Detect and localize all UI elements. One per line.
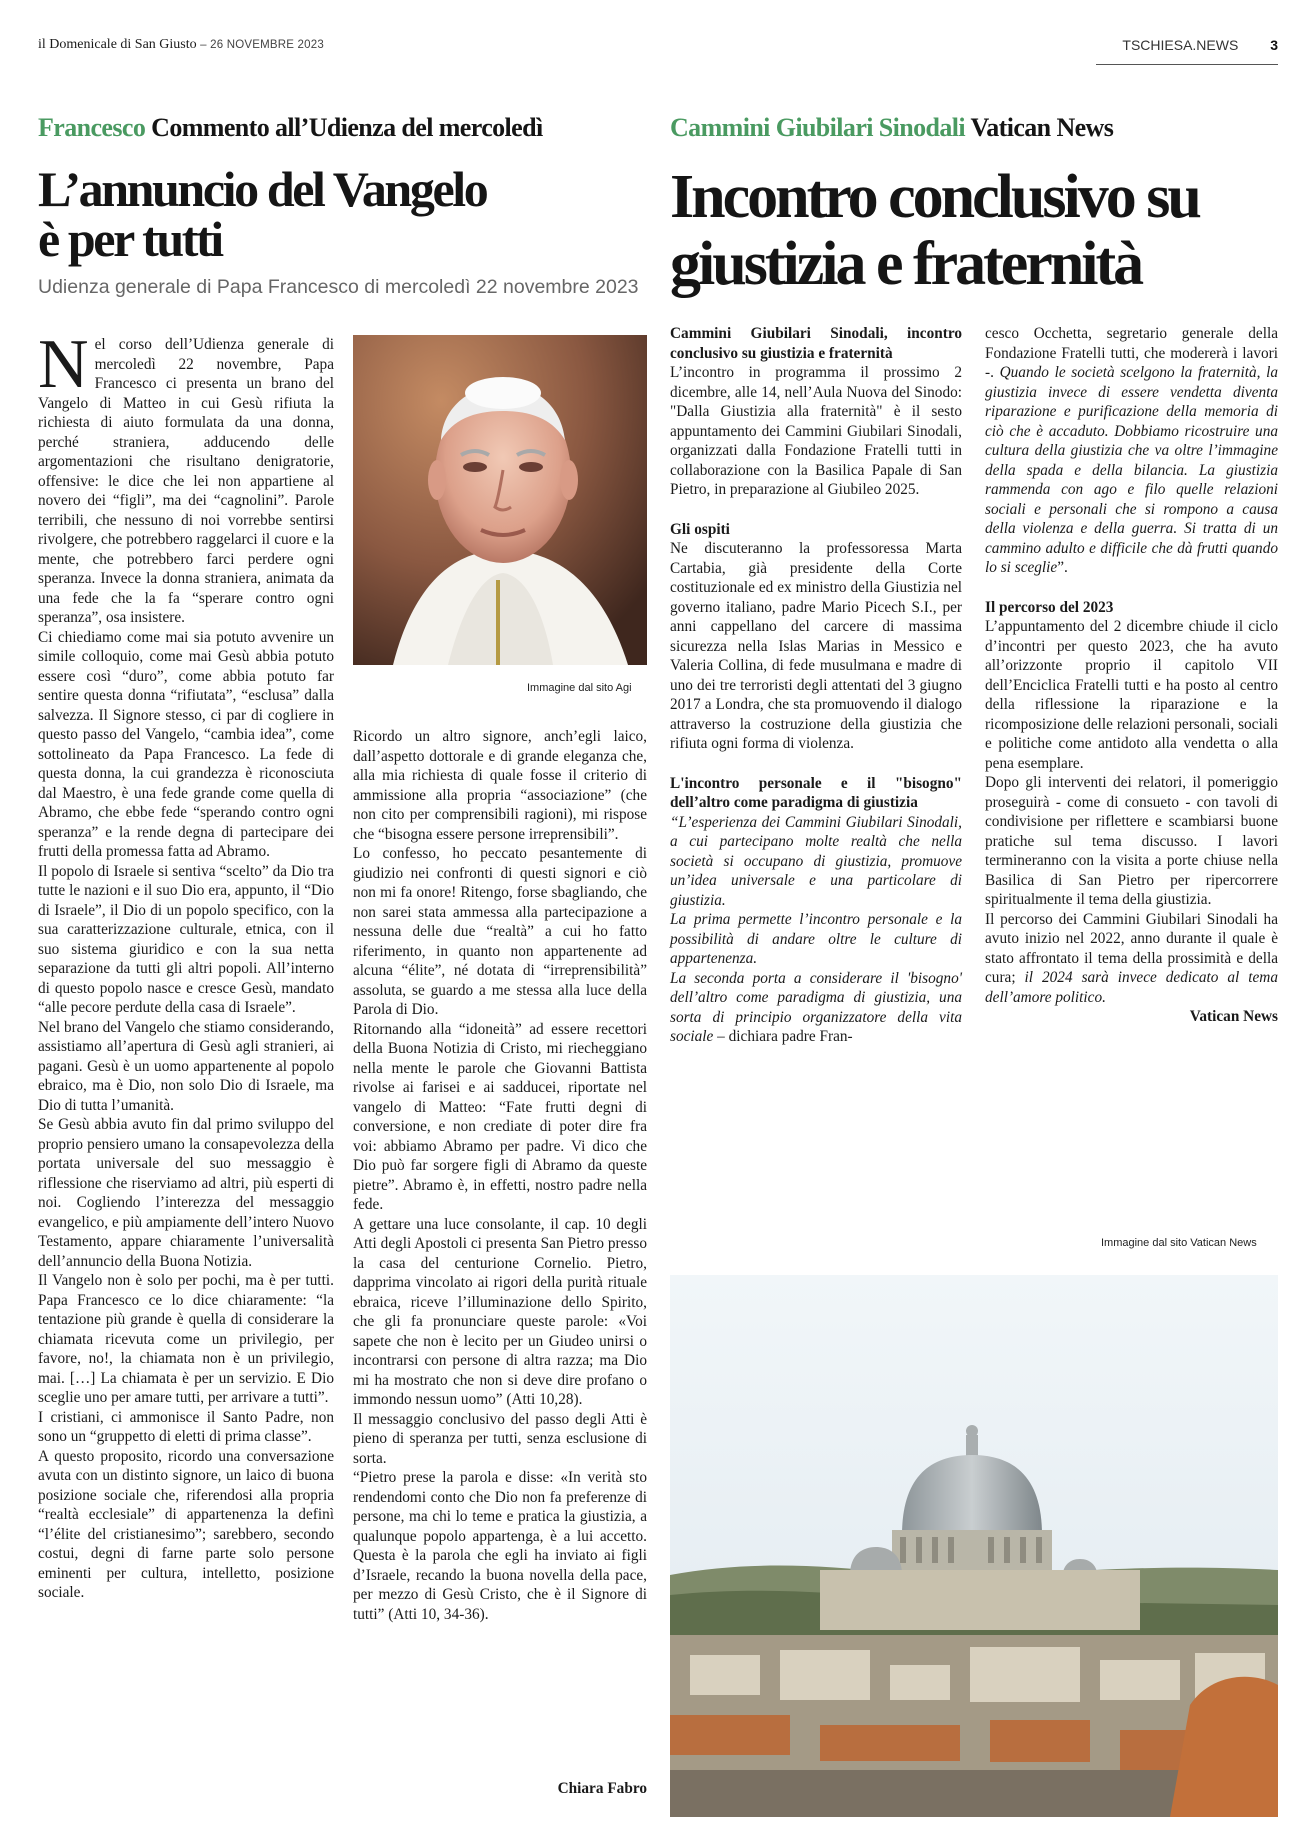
paragraph: Il Vangelo non è solo per pochi, ma è per tutti. Papa Francesco ce lo dice chiaramente: “la tentazione più grande è quella di considerare la chiamata ricevuta come un privilegio, per favore, no!, la chiamata non è un privilegio, mai. […] La chiamata è per un servizio. E Dio sceglie uno per amare tutti, per arrivare a tutti”. [38,1272,334,1406]
vatican-photo-caption: Immagine dal sito Vatican News [1101,1237,1257,1249]
left-subtitle: Udienza generale di Papa Francesco di mercoledì 22 novembre 2023 [38,276,639,298]
left-kicker [38,113,543,143]
paragraph: L’appuntamento del 2 dicembre chiude il ciclo d’incontri per questo 2023, che ha avuto all’orizzonte proprio il capitolo VII dell’Enciclica Fratelli tutti e ha posto al centro della riflessione la riparazione e la ricomposizione delle relazioni personali, sociali e politiche come antidoto alla vendetta o alla pena esemplare. [985,618,1278,772]
paragraph: Nel brano del Vangelo che stiamo considerando, assistiamo all’apertura di Gesù agli stranieri, ai pagani. Gesù è un uomo appartenente al popolo ebraico, ma è Dio, non solo Dio di Israele, ma Dio di tutta l’umanità. [38,1018,334,1114]
paragraph: Ricordo un altro signore, anch’egli laico, dall’aspetto dottorale e di grande eleganza che, alla mia richiesta di quale fosse il criterio di ammissione alla propria “associazione” (che non cito per comprensibili ragioni), mi rispose che “bisogna essere persone irreprensibili”. [353,728,647,843]
paragraph: “Pietro prese la parola e disse: «In verità sto rendendomi conto che Dio non fa preferenze di persone, ma chi lo teme e pratica la giustizia, a qualunque popolo appartenga, è a lui accetto. Questa è la parola che egli ha inviato ai figli d’Israele, recando la buona novella della pace, per mezzo di Gesù Cristo, che è il Signore di tutti” (Atti 10, 34-36). [353,1469,647,1623]
paragraph: Il percorso dei Cammini Giubilari Sinodali ha avuto inizio nel 2022, anno durante il quale è stato affrontato il tema della prossimità e della cura; il 2024 sarà invece dedicato al tema dell’amore politico. [985,910,1278,1006]
page-number: 3 [1270,37,1278,53]
section-heading-encounter: L'incontro personale e il "bisogno" dell’altro come paradigma di giustizia [670,774,962,811]
header-site [1122,37,1278,53]
paragraph: A gettare una luce consolante, il cap. 10 degli Atti degli Apostoli ci presenta San Pietro presso la casa del centurione Cornelio. Pietro, dapprima vincolato ai rigori della purità rituale ebraica, riceve l’illuminazione dello Spirito, che gli fa pronunciare queste parole: «Voi sapete che non è lecito per un Giudeo unirsi o incontrarsi con persone di altra razza; ma Dio mi ha mostrato che non si deve dire profano o immondo nessun uomo” (Atti 10,28). [353,1215,647,1408]
header-rule [1096,64,1278,65]
paragraph: Ne discuteranno la professoressa Marta Cartabia, già presidente della Corte costituzionale ed ex ministro della Giustizia nel governo italiano, padre Mario Picech S.I., per anni cappellano del carcere di massima sicurezza nella Islas Marias in Messico e Valeria Collina, di fede musulmana e madre di uno dei tre terroristi degli attentati del 3 giugno 2017 a Londra, che sta promuovendo il dialogo attraverso la costruzione della giustizia che rifiuta ogni forma di violenza. [670,540,962,752]
paragraph: Ritornando alla “idoneità” ad essere recettori della Buona Notizia di Cristo, mi riecheggiano nella mente le parole che Giovanni Battista rivolse ai farisei e ai sadducei, riportate nel vangelo di Matteo: “Fate frutti degni di conversione, e non crediate di poter dire fra voi: abbiamo Abramo per padre. Vi dico che Dio può far sorgere figli di Abramo da queste pietre”. Abramo è, in effetti, nostro padre nella fede. [353,1020,647,1213]
paragraph: I cristiani, ci ammonisce il Santo Padre, non sono un “gruppetto di eletti di prima classe”. [38,1408,334,1445]
left-headline [38,161,628,267]
rome-skyline-illustration [670,1275,1278,1817]
pope-francis-photo [353,335,647,665]
right-kicker-section: Cammini Giubilari Sinodali [670,113,966,142]
header-publication [38,37,324,53]
left-kicker-section: Francesco [38,113,146,142]
pope-photo-caption: Immagine dal sito Agi [527,682,632,694]
pope-portrait-illustration [353,335,647,665]
right-column-1 [670,324,962,1047]
left-article-signature: Chiara Fabro [557,1780,647,1797]
st-peters-basilica-photo [670,1275,1278,1817]
right-kicker-source: Vatican News [970,113,1114,142]
left-headline-line1: L’annuncio del Vangelo [38,161,487,217]
right-headline [670,164,1280,298]
publication-name: il Domenicale di San Giusto [38,37,197,52]
drop-cap: N [38,326,89,403]
quote-paragraph: “L’esperienza dei Cammini Giubilari Sinodali, a cui partecipano molte realtà che nella società si occupano di giustizia, promuove un’idea universale e una particolare di giustizia. [670,813,962,909]
left-headline-line2: è per tutti [38,211,222,267]
site-name: TSCHIESA.NEWS [1122,37,1239,53]
paragraph: L’incontro in programma il prossimo 2 dicembre, alle 14, nell’Aula Nuova del Sinodo: "Dalla Giustizia alla fraternità" è il sesto appuntamento dei Cammini Giubilari Sinodali, organizzati dalla Fondazione Fratelli tutti in collaborazione con la Basilica Papale di San Pietro, in preparazione al Giubileo 2025. [670,364,962,498]
quote-paragraph: La seconda porta a considerare il 'bisogno' dell’altro come paradigma di giustizia, una sorta di principio organizzatore della vita sociale – dichiara padre Fran- [670,969,962,1045]
page-header [38,37,1278,61]
left-column-1 [38,326,334,1603]
right-column-2 [985,324,1278,1027]
left-column-2 [353,727,647,1624]
paragraph: Ci chiediamo come mai sia potuto avvenire un simile colloquio, come mai Gesù abbia potuto essere così “duro”, come abbia potuto far sentire questa donna “rifiutata”, “esclusa” dalla salvezza. Il Signore stesso, ci par di cogliere in questo passo del Vangelo, “cambia idea”, come sottolineato da Papa Francesco. La fede di questa donna, la cui grandezza è riconosciuta dal Maestro, è una fede grande come quella di Abramo, che ebbe fede “sperando contro ogni speranza” e la rende degna di partecipare dei frutti della promessa fatta ad Abramo. [38,628,334,860]
paragraph: Se Gesù abbia avuto fin dal primo sviluppo del proprio pensiero umano la consapevolezza della portata universale del suo messaggio è riflessione che riserviamo ad altri, più esperti di noi. Cogliendo l’interezza del messaggio evangelico, e più ampiamente dell’intero Nuovo Testamento, appare chiaramente l’universalità dell’annuncio della Buona Notizia. [38,1116,334,1270]
paragraph: A questo proposito, ricordo una conversazione avuta con un distinto signore, un laico di buona posizione sociale che, riferendosi alla propria “realtà ecclesiale” di appartenenza la definì “l’élite del cristianesimo”; sarebbero, secondo costui, degni di farne parte solo persone eminenti per cultura, intelletto, posizione sociale. [38,1447,334,1601]
paragraph: Dopo gli interventi dei relatori, il pomeriggio proseguirà - come di consueto - con tavoli di condivisione per riflettere e scambiarsi buone pratiche sul tema discusso. I lavori termineranno con la visita a porte chiuse nella Basilica di San Pietro per ripercorrere spiritualmente il tema della giustizia. [985,774,1278,908]
lead-paragraph: Cammini Giubilari Sinodali, incontro conclusivo su giustizia e fraternità [670,325,962,362]
right-headline-line2: giustizia e fraternità [670,230,1142,298]
paragraph: Nel corso dell’Udienza generale di mercoledì 22 novembre, Papa Francesco ci presenta un brano del Vangelo di Matteo in cui Gesù rifiuta la richiesta di aiuto formulata da una donna, perché straniera, adducendo delle argomentazioni che risultano denigratorie, offensive: le dice che lei non appartiene al novero dei “figli”, ma dei “cagnolini”. Parole terribili, che nessuno di noi vorrebbe sentirsi rivolgere, che potrebbero raggelarci il cuore e la mente, che potrebbero farci perdere ogni speranza. Invece la donna straniera, animata da una fede che la fa “sperare contro ogni speranza”, osa insistere. [38,326,334,626]
section-heading-2023: Il percorso del 2023 [985,598,1114,616]
section-heading-guests: Gli ospiti [670,520,730,538]
paragraph: Lo confesso, ho peccato pesantemente di giudizio nei confronti di questi signori e ciò non mi fa onore! Ritengo, forse sbagliando, che non sarei stata ammessa alla partecipazione a nessuna delle due “realtà” a cui ho fatto riferimento, in quanto non appartenente ad alcuna “élite”, né dotata di “irreprensibilità” assoluta, se guardo a me stessa alla luce della Parola di Dio. [353,845,647,1018]
quote-paragraph: La prima permette l’incontro personale e la possibilità di andare oltre le culture di appartenenza. [670,911,962,967]
paragraph: Il messaggio conclusivo del passo degli Atti è pieno di speranza per tutti, senza esclusione di sorta. [353,1410,647,1467]
issue-date: – 26 NOVEMBRE 2023 [200,39,324,51]
right-article-signature: Vatican News [1189,1008,1278,1025]
left-kicker-topic: Commento all’Udienza del mercoledì [151,113,543,142]
right-headline-line1: Incontro conclusivo su [670,163,1199,231]
right-kicker [670,113,1113,143]
paragraph: cesco Occhetta, segretario generale della Fondazione Fratelli tutti, che modererà i lavori -. Quando le società scelgono la fraternità, la giustizia invece di essere vendetta diventa riparazione e purificazione della memoria di ciò che è accaduto. Dobbiamo ricostruire una cultura della giustizia che va oltre l’immagine della spada e della bilancia. La giustizia rammenda con ago e filo quelle relazioni sociali e personali che si rompono a causa della violenza e della guerra. Si tratta di un cammino adulto e difficile che dà frutti quando lo si sceglie”. [985,325,1278,576]
paragraph: Il popolo di Israele si sentiva “scelto” da Dio tra tutte le nazioni e il suo Dio era, appunto, il “Dio di Israele”, il Dio di un popolo specifico, con la sua caratterizzazione culturale, etnica, con il suo sistema giuridico e con la sua netta separazione da tutti gli altri popoli. All’interno di questo popolo nasce e cresce Gesù, mandato “alle pecore perdute della casa di Israele”. [38,862,334,1016]
